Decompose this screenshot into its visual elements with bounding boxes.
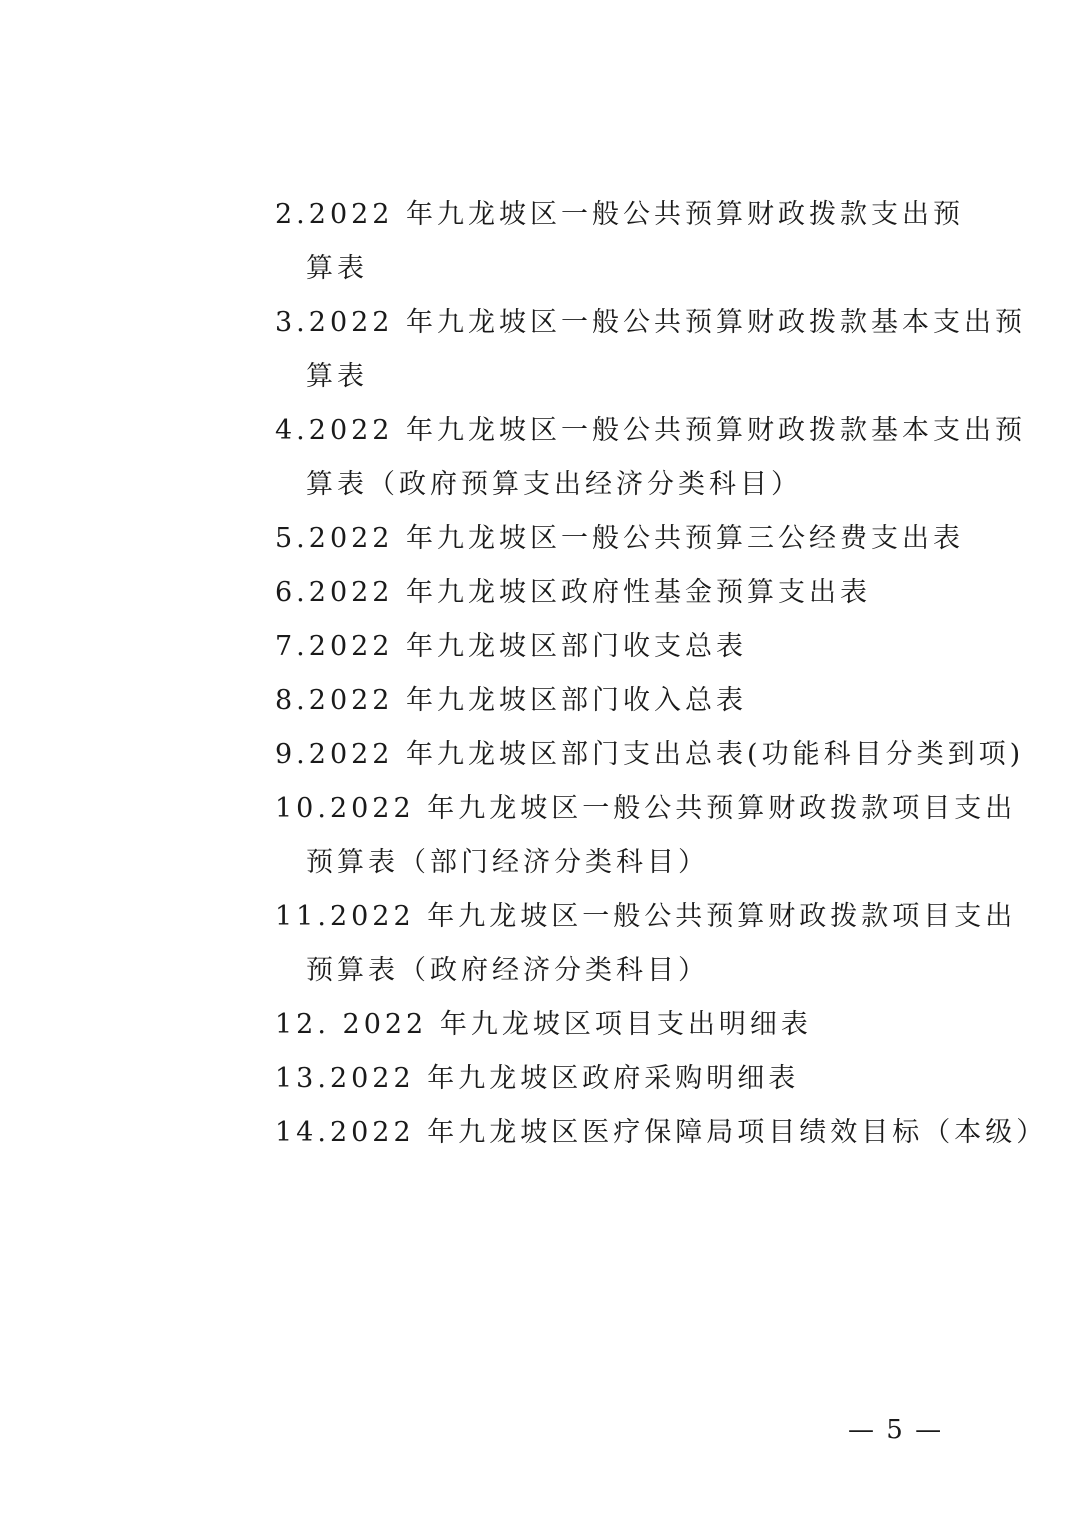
- list-item: [275, 296, 1027, 404]
- attachment-list: [275, 188, 1048, 1160]
- page-number: — 5 —: [848, 1415, 944, 1445]
- list-item: [275, 674, 975, 728]
- list-item-continuation: 算表: [306, 253, 368, 284]
- list-item-continuation: 预算表（政府经济分类科目）: [306, 955, 709, 986]
- list-item-line: 9.2022 年九龙坡区部门支出总表(功能科目分类到项): [275, 739, 1025, 770]
- list-item: [275, 512, 975, 566]
- list-item: [275, 188, 975, 296]
- list-item-line: 12. 2022 年九龙坡区项目支出明细表: [275, 1009, 812, 1040]
- list-item: [275, 890, 1017, 998]
- list-item-line: 3.2022 年九龙坡区一般公共预算财政拨款基本支出预: [275, 307, 1027, 338]
- list-item-line: 10.2022 年九龙坡区一般公共预算财政拨款项目支出: [275, 793, 1017, 824]
- list-item: [275, 1106, 1048, 1160]
- list-item-continuation: 预算表（部门经济分类科目）: [306, 847, 709, 878]
- list-item-continuation: 算表（政府预算支出经济分类科目）: [306, 469, 802, 500]
- list-item-line: 5.2022 年九龙坡区一般公共预算三公经费支出表: [275, 523, 965, 554]
- list-item-line: 2.2022 年九龙坡区一般公共预算财政拨款支出预: [275, 199, 965, 230]
- list-item: [275, 404, 1027, 512]
- list-item-line: 6.2022 年九龙坡区政府性基金预算支出表: [275, 577, 872, 608]
- list-item: [275, 1052, 975, 1106]
- list-item-continuation: 算表: [306, 361, 368, 392]
- list-item: [275, 998, 975, 1052]
- list-item-line: 4.2022 年九龙坡区一般公共预算财政拨款基本支出预: [275, 415, 1027, 446]
- list-item-line: 7.2022 年九龙坡区部门收支总表: [275, 631, 748, 662]
- list-item: [275, 782, 1017, 890]
- list-item: [275, 728, 1025, 782]
- list-item: [275, 620, 975, 674]
- list-item-line: 8.2022 年九龙坡区部门收入总表: [275, 685, 748, 716]
- list-item-line: 11.2022 年九龙坡区一般公共预算财政拨款项目支出: [275, 901, 1017, 932]
- list-item-line: 13.2022 年九龙坡区政府采购明细表: [275, 1063, 800, 1094]
- list-item: [275, 566, 975, 620]
- list-item-line: 14.2022 年九龙坡区医疗保障局项目绩效目标（本级）: [275, 1117, 1048, 1148]
